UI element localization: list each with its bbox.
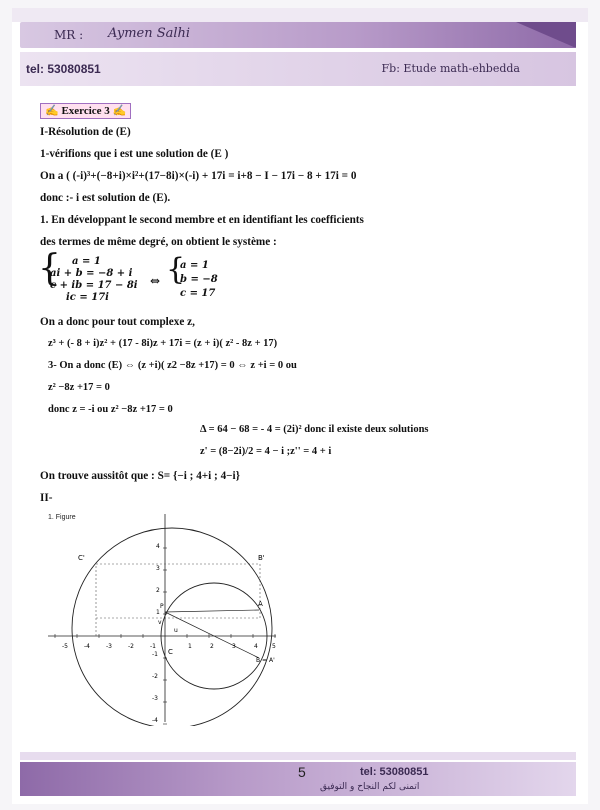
sys-right-1: a = 1 [180, 260, 209, 271]
equivalence-arrow: ⇔ [150, 274, 161, 288]
header-phone: tel: 53080851 [26, 62, 101, 76]
header-top-bar [20, 22, 576, 48]
large-circle [72, 528, 272, 726]
vector-label-u: u [174, 627, 178, 634]
sys-right-3: c = 17 [180, 288, 216, 299]
point-label-b-a-prime: B = A' [256, 657, 275, 664]
y-tick-label: 1 [156, 609, 160, 616]
x-tick-label: -3 [106, 643, 112, 650]
y-tick-label: 3 [156, 565, 160, 572]
footer-phone: tel: 53080851 [360, 766, 429, 778]
sys-left-3: c + ib = 17 − 8i [50, 280, 138, 291]
x-tick-label: 1 [188, 643, 192, 650]
footer [20, 752, 576, 796]
figure-label: 1. Figure [48, 514, 76, 521]
text-line-5: On a donc pour tout complexe z, [40, 316, 195, 328]
footer-wish: اتمنى لكم النجاح و التوفيق [320, 782, 420, 792]
y-tick-label: 2 [156, 587, 160, 594]
roots-line: donc z = -i ou z² −8z +17 = 0 [48, 404, 173, 415]
solution-set-line: On trouve aussitôt que : S= {−i ; 4+i ; 4−i} [40, 470, 241, 482]
dashed-rectangle [96, 564, 260, 618]
x-tick-label: -4 [84, 643, 90, 650]
y-tick-label: 4 [156, 543, 160, 550]
x-tick-label: 2 [210, 643, 214, 650]
x-tick-label: -5 [62, 643, 68, 650]
point-label-c: C [168, 648, 173, 656]
text-line-3: 1. En développant le second membre et en identifiant les coefficients [40, 214, 364, 226]
factor-line: z³ + (- 8 + i)z² + (17 - 8i)z + 17i = (z + i)( z² - 8z + 17) [48, 338, 278, 349]
footer-top-bar [20, 752, 576, 760]
segment-pb [165, 612, 259, 658]
header-corner [516, 22, 576, 48]
calc-line-1: On a ( (-i)³+(−8+i)×i²+(17−8i)×(-i) + 17i = i+8 − I − 17i − 8 + 17i = 0 [40, 170, 357, 182]
exercise-title: ✍ Exercice 3 ✍ [40, 103, 131, 119]
y-tick-label: -2 [152, 673, 158, 680]
right-brace: { [166, 252, 186, 287]
left-brace: { [38, 248, 61, 289]
x-tick-label: 4 [254, 643, 258, 650]
section-title-2: II- [40, 492, 53, 504]
point-label-b-prime: B' [258, 554, 265, 562]
y-tick-label: -4 [152, 717, 158, 724]
x-tick-label: 3 [232, 643, 236, 650]
solutions-line: z' = (8−2i)/2 = 4 − i ;z'' = 4 + i [200, 446, 332, 457]
top-band [12, 8, 588, 22]
sys-left-4: ic = 17i [66, 292, 109, 303]
point-label-p: P [160, 603, 164, 610]
x-tick-label: -1 [150, 643, 156, 650]
page-number: 5 [298, 764, 306, 780]
x-tick-label: -2 [128, 643, 134, 650]
sys-right-2: b = −8 [180, 274, 218, 285]
sys-left-1: a = 1 [72, 256, 101, 267]
y-tick-label: -3 [152, 695, 158, 702]
quadratic-line: z² −8z +17 = 0 [48, 382, 110, 393]
teacher-prefix: MR : [54, 28, 84, 42]
teacher-name: Aymen Salhi [108, 26, 191, 41]
equivalence-line: 3- On a donc (E) ⇔ (z +i)( z2 −8z +17) = 0 ⇔ z +i = 0 ou [48, 360, 297, 371]
complex-plane-figure [44, 508, 284, 726]
point-label-c-prime: C' [78, 554, 85, 562]
text-line-4: des termes de même degré, on obtient le système : [40, 236, 277, 248]
y-tick-label: -1 [152, 651, 158, 658]
point-label-a: A [258, 600, 263, 608]
discriminant-line: Δ = 64 − 68 = - 4 = (2i)² donc il existe deux solutions [200, 424, 429, 435]
vector-label-v: v [158, 619, 162, 626]
section-title-1: I-Résolution de (E) [40, 126, 131, 138]
header [20, 22, 576, 92]
x-tick-label: 5 [272, 643, 276, 650]
conclusion-line: donc :- i est solution de (E). [40, 192, 171, 204]
sys-left-2: ai + b = −8 + i [50, 268, 133, 279]
header-facebook: Fb: Etude math-ehbedda [381, 62, 520, 75]
question-1: 1-vérifions que i est une solution de (E ) [40, 148, 229, 160]
segment-pa [165, 610, 259, 612]
